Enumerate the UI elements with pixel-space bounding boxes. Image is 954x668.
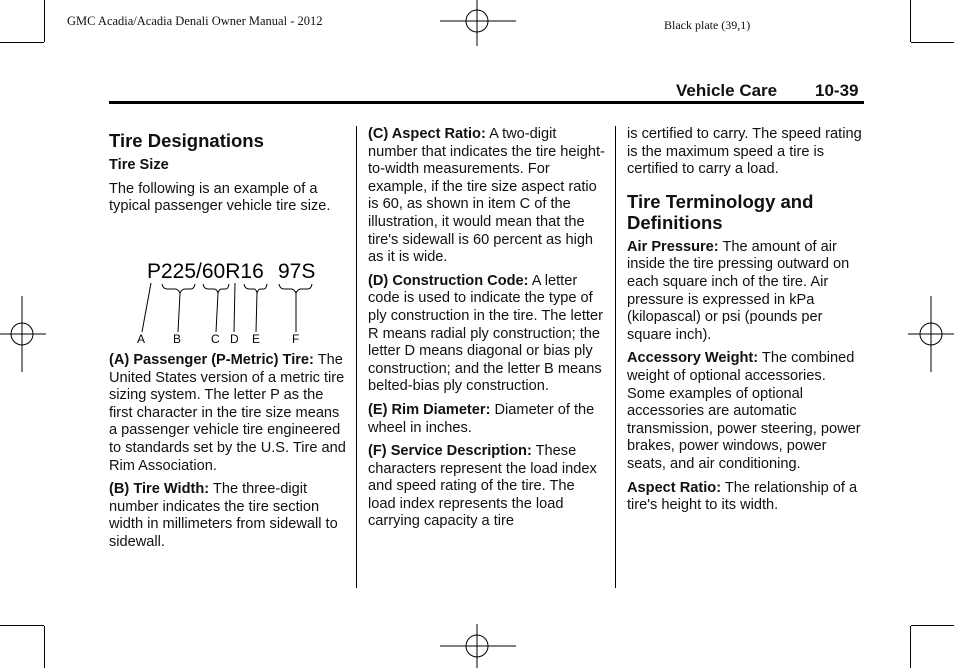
definition-aspect-ratio: Aspect Ratio: The relationship of a tire's height to its width. <box>627 479 858 514</box>
tire-label-e: E <box>252 332 261 346</box>
tire-code-left: P225/60R16 <box>147 260 264 283</box>
registration-mark-left <box>0 296 46 372</box>
term-aspect-ratio: Aspect Ratio: <box>627 479 722 496</box>
tire-size-illustration <box>130 256 330 348</box>
tire-label-d: D <box>230 332 239 346</box>
doc-title: GMC Acadia/Acadia Denali Owner Manual - 2012 <box>67 14 323 28</box>
tire-label-b: B <box>173 332 182 346</box>
heading-tire-terminology: Tire Terminology and Definitions <box>627 190 814 233</box>
tire-code-right: 97S <box>278 260 316 283</box>
term-service-description: (F) Service Description: <box>368 443 532 460</box>
tire-callout-lines <box>142 283 312 332</box>
tire-label-a: A <box>137 332 146 346</box>
term-air-pressure: Air Pressure: <box>627 238 719 255</box>
term-accessory-weight: Accessory Weight: <box>627 350 759 367</box>
definition-aspect-ratio-code: (C) Aspect Ratio: A two-digit number that indicates the tire height-to-width measurements. For example, if the tire size aspect ratio is 60, as shown in item C of the illustration, it would mean that the tire's sidewall is 60 percent as high as it is wide. <box>368 126 605 266</box>
term-passenger-tire: (A) Passenger (P-Metric) Tire: <box>109 352 314 368</box>
term-tire-width: (B) Tire Width: <box>109 481 210 498</box>
plate-label: Black plate (39,1) <box>664 18 751 32</box>
subheading-tire-size: Tire Size <box>109 157 169 173</box>
term-rim-diameter: (E) Rim Diameter: <box>368 401 491 418</box>
registration-mark-right <box>908 296 954 372</box>
service-description-continued: is certified to carry. The speed rating is the maximum speed a tire is certified to carry a load. <box>627 126 862 178</box>
column-divider-2 <box>615 126 616 588</box>
header-rule <box>109 101 864 104</box>
definition-construction-code: (D) Construction Code: A letter code is used to indicate the type of ply construction in the tire. The letter R means radial ply construction; the letter D means diagonal or bias ply construction; and the letter B means belted-bias ply construction. <box>368 272 603 395</box>
definition-tire-width: (B) Tire Width: The three-digit number indicates the tire section width in millimeters from sidewall to sidewall. <box>109 481 338 550</box>
definition-rim-diameter: (E) Rim Diameter: Diameter of the wheel in inches. <box>368 401 595 436</box>
registration-mark-top <box>440 0 516 46</box>
definition-air-pressure: Air Pressure: The amount of air inside the tire pressing outward on each square inch of the tire. Air pressure is expressed in kPa (kilopascal) or psi (pounds per square inch). <box>627 238 850 343</box>
intro-paragraph: The following is an example of a typical passenger vehicle tire size. <box>109 180 331 215</box>
column-1 <box>109 126 349 222</box>
definition-accessory-weight: Accessory Weight: The combined weight of optional accessories. Some examples of optional accessories are automatic transmission, power steering, power brakes, power windows, power seats, and air conditioning. <box>627 350 861 472</box>
term-aspect-ratio-code: (C) Aspect Ratio: <box>368 126 486 142</box>
column-1-definitions <box>109 352 349 558</box>
registration-mark-bottom <box>440 624 516 668</box>
column-2 <box>368 126 606 537</box>
column-divider-1 <box>356 126 357 588</box>
page-number: 10-39 <box>815 81 859 100</box>
heading-tire-designations: Tire Designations <box>109 130 264 151</box>
definition-passenger-tire: (A) Passenger (P-Metric) Tire: The United States version of a metric tire sizing system. The letter P as the first character in the tire size means a passenger vehicle tire engineered to standards set by the U.S. Tire and Rim Association. <box>109 352 346 474</box>
section-title: Vehicle Care <box>676 81 778 100</box>
definition-service-description: (F) Service Description: These characters represent the load index and speed rating of the tire. The load index represents the load carrying capacity a tire <box>368 443 597 530</box>
term-construction-code: (D) Construction Code: <box>368 272 529 289</box>
column-3 <box>627 126 863 521</box>
tire-label-f: F <box>292 332 300 346</box>
tire-label-c: C <box>211 332 220 346</box>
